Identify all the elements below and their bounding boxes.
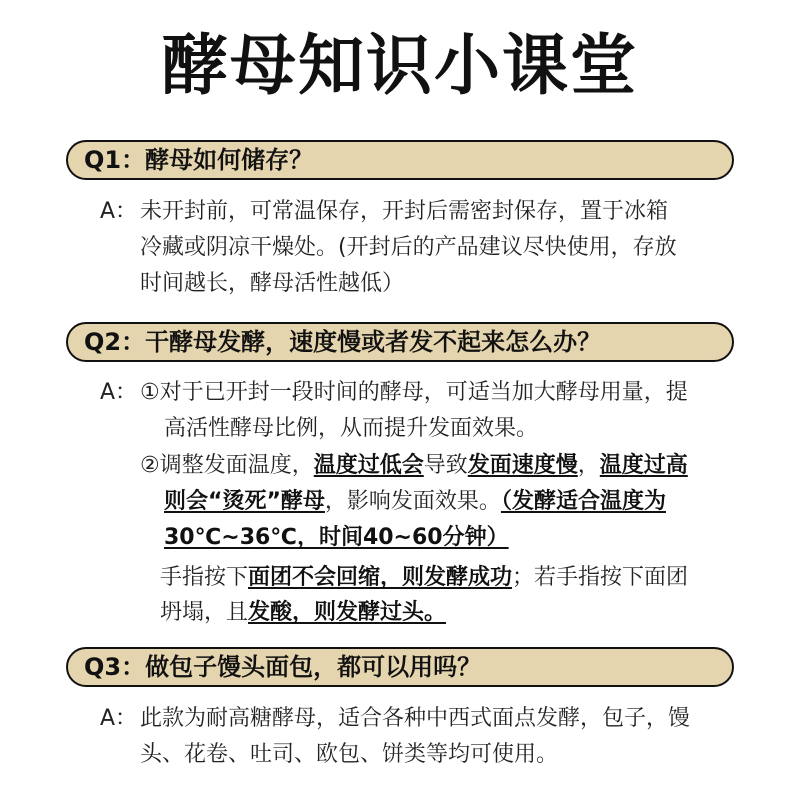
answer-2-point-1-line-2: 高活性酵母比例，从而提升发面效果。 bbox=[164, 416, 539, 441]
question-3-banner: Q3：做包子馒头面包，都可以用吗？ bbox=[66, 647, 734, 687]
emphasis-low-temp: 温度过低会 bbox=[313, 453, 424, 478]
text-segment: 手指按下 bbox=[160, 565, 249, 590]
text-segment: 导致 bbox=[423, 453, 468, 478]
answer-3-line-1: 此款为耐高糖酵母，适合各种中西式面点发酵，包子，馒 bbox=[140, 706, 691, 731]
text-segment: ；若手指按下面团 bbox=[512, 565, 689, 590]
answer-3-line-2: 头、花卷、吐司、欧包、饼类等均可使用。 bbox=[140, 742, 559, 767]
answer-2-point-2-line-1 bbox=[140, 451, 688, 481]
answer-2-prefix: A： bbox=[100, 380, 138, 405]
emphasis-temp-time: 30℃~36℃，时间40~60分钟） bbox=[164, 525, 509, 550]
text-segment: 坍塌，且 bbox=[160, 600, 249, 625]
answer-3-prefix: A： bbox=[100, 706, 138, 731]
answer-1-line-3: 时间越长，酵母活性越低） bbox=[140, 271, 405, 296]
emphasis-over-fermented: 发酸，则发酵过头。 bbox=[248, 600, 447, 625]
emphasis-scald: 则会“烫死”酵母 bbox=[164, 489, 325, 514]
question-1-banner: Q1：酵母如何储存？ bbox=[66, 140, 734, 180]
answer-2-point-2-line-2 bbox=[164, 487, 666, 517]
answer-2-point-2-line-3 bbox=[164, 523, 509, 553]
emphasis-high-temp: 温度过高 bbox=[599, 453, 688, 478]
emphasis-success: 面团不会回缩，则发酵成功 bbox=[248, 565, 513, 590]
answer-2-point-1-line-1: ①对于已开封一段时间的酵母，可适当加大酵母用量，提 bbox=[140, 380, 688, 405]
answer-2-point-3-line-2 bbox=[160, 598, 446, 628]
text-segment: ②调整发面温度， bbox=[140, 453, 314, 478]
text-segment: ， bbox=[577, 453, 600, 478]
text-segment: ，影响发面效果。 bbox=[324, 489, 501, 514]
emphasis-temp-range: （发酵适合温度为 bbox=[500, 489, 666, 514]
answer-1-line-2: 冷藏或阴凉干燥处。(开封后的产品建议尽快使用，存放 bbox=[140, 235, 677, 260]
page-title: 酵母知识小课堂 bbox=[162, 27, 638, 104]
answer-1-prefix: A： bbox=[100, 199, 138, 224]
answer-1-line-1: 未开封前，可常温保存，开封后需密封保存，置于冰箱 bbox=[140, 199, 669, 224]
emphasis-slow: 发面速度慢 bbox=[467, 453, 578, 478]
question-2-banner: Q2：干酵母发酵，速度慢或者发不起来怎么办？ bbox=[66, 322, 734, 362]
answer-2-point-3-line-1 bbox=[160, 563, 688, 593]
